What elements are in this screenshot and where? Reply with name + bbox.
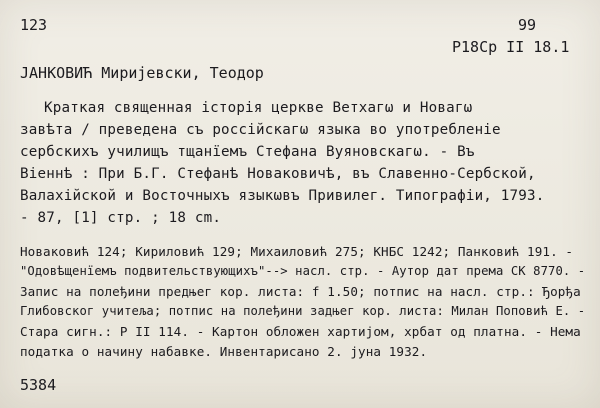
author-heading: JАНКОВИЋ Миријевски, Теодор (20, 64, 264, 82)
physical-description: - 87, [1] стр. ; 18 cm. (20, 210, 222, 226)
shelfmark: P18Cp II 18.1 (452, 38, 570, 56)
note-line: Новаковић 124; Кириловић 129; Михаиловић 275; КНБС 1242; Панковић 191. - (20, 244, 574, 259)
inventory-number: 5384 (20, 376, 57, 394)
title-line: завѣта / преведена съ россійскагω языка во употребленіе (20, 122, 501, 138)
title-line: Краткая священная історія церкве Ветхагω и Новагω (44, 100, 473, 116)
note-line: податка о начину набавке. Инвентарисано 2. јуна 1932. (20, 344, 428, 359)
title-line: сербскихъ училищъ тщанїемъ Стефана Вуяновскагω. - Въ (20, 144, 475, 160)
title-line: Валахійской и Восточныхъ языкωвъ Привилег. Типографіи, 1793. (20, 188, 545, 204)
note-line: Стара сигн.: P II 114. - Картон обложен хартијом, хрбат од платна. - Нема (20, 324, 581, 339)
note-line: "Одовѣщенїемъ подвительствующихъ"--> насл. стр. - Аутор дат према СК 8770. - (20, 264, 586, 278)
note-line: Глибовског учитеља; потпис на полеђини задњег кор. листа: Милан Поповић Е. - (20, 304, 586, 318)
record-number: 123 (20, 16, 48, 34)
title-line: Віеннѣ : При Б.Г. Стефанѣ Новаковичѣ, въ Славенно-Сербской, (20, 166, 536, 182)
note-line: Запис на полеђини предњег кор. листа: f 1.50; потпис на насл. стр.: Ђорђа (20, 284, 581, 299)
page-number: 99 (518, 16, 537, 34)
